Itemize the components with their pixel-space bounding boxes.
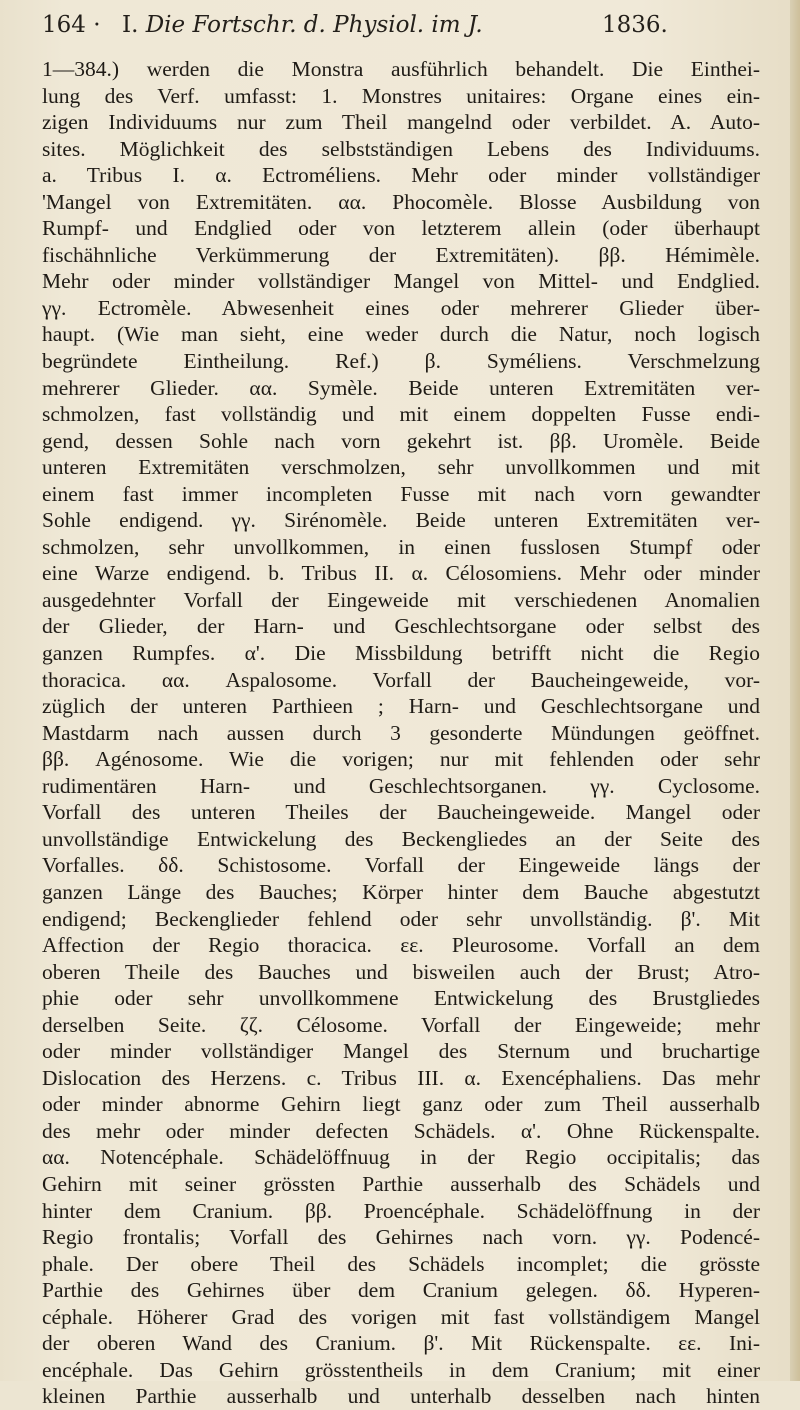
text-line: unteren Extremitäten verschmolzen, sehr unvollkommen und mit xyxy=(42,455,760,480)
page-edge xyxy=(790,0,800,1381)
text-line: züglich der unteren Parthieen ; Harn- und Geschlechtsorgane und xyxy=(42,694,760,719)
text-line: rudimentären Harn- und Geschlechtsorganen. γγ. Cyclosome. xyxy=(42,773,760,798)
text-line: αα. Notencéphale. Schädelöffnuug in der Regio occipitalis; das xyxy=(42,1145,760,1170)
page-number: 164 · xyxy=(42,12,101,38)
text-line: Gehirn mit seiner grössten Parthie ausserhalb des Schädels und xyxy=(42,1171,760,1196)
text-line: endigend; Beckenglieder fehlend oder sehr unvollständig. β'. Mit xyxy=(42,906,760,931)
text-line: derselben Seite. ζζ. Célosome. Vorfall der Eingeweide; mehr xyxy=(42,1012,760,1037)
text-line: γγ. Ectromèle. Abwesenheit eines oder mehrerer Glieder über- xyxy=(42,295,760,320)
running-year: 1836. xyxy=(602,12,668,38)
text-line: oberen Theile des Bauches und bisweilen auch der Brust; Atro- xyxy=(42,959,760,984)
text-line: Parthie des Gehirnes über dem Cranium gelegen. δδ. Hyperen- xyxy=(42,1278,760,1303)
text-line: hinter dem Cranium. ββ. Proencéphale. Schädelöffnung in der xyxy=(42,1198,760,1223)
text-line: Mastdarm nach aussen durch 3 gesonderte Mündungen geöffnet. xyxy=(42,720,760,745)
text-line: ganzen Rumpfes. α'. Die Missbildung betrifft nicht die Regio xyxy=(42,641,760,666)
text-line: Mehr oder minder vollständiger Mangel von Mittel- und Endglied. xyxy=(42,269,760,294)
text-line: des mehr oder minder defecten Schädels. α'. Ohne Rückenspalte. xyxy=(42,1118,760,1143)
text-line: ββ. Agénosome. Wie die vorigen; nur mit fehlenden oder sehr xyxy=(42,747,760,772)
text-line: Rumpf- und Endglied oder von letzterem allein (oder überhaupt xyxy=(42,216,760,241)
text-line: kleinen Parthie ausserhalb und unterhalb desselben nach hinten xyxy=(42,1384,760,1409)
text-line: Vorfalles. δδ. Schistosome. Vorfall der Eingeweide längs der xyxy=(42,853,760,878)
text-line: zigen Individuums nur zum Theil mangelnd oder verbildet. A. Auto- xyxy=(42,110,760,135)
text-line: phale. Der obere Theil des Schädels incomplet; die grösste xyxy=(42,1251,760,1276)
running-title-prefix: I. xyxy=(122,12,139,38)
running-title-text: Die Fortschr. d. Physiol. im J. xyxy=(145,12,483,38)
text-line: fischähnliche Verkümmerung der Extremitäten). ββ. Hémimèle. xyxy=(42,242,760,267)
text-line: oder minder vollständiger Mangel des Sternum und bruchartige xyxy=(42,1039,760,1064)
text-line: der oberen Wand des Cranium. β'. Mit Rückenspalte. εε. Ini- xyxy=(42,1331,760,1356)
text-line: gend, dessen Sohle nach vorn gekehrt ist. ββ. Uromèle. Beide xyxy=(42,428,760,453)
text-line: eine Warze endigend. b. Tribus II. α. Célosomiens. Mehr oder minder xyxy=(42,561,760,586)
text-line: haupt. (Wie man sieht, eine weder durch die Natur, noch logisch xyxy=(42,322,760,347)
running-header xyxy=(42,12,722,46)
text-line: mehrerer Glieder. αα. Symèle. Beide unteren Extremitäten ver- xyxy=(42,375,760,400)
text-line: einem fast immer incompleten Fusse mit nach vorn gewandter xyxy=(42,481,760,506)
text-line: oder minder abnorme Gehirn liegt ganz oder zum Theil ausserhalb xyxy=(42,1092,760,1117)
text-line: schmolzen, fast vollständig und mit einem doppelten Fusse endi- xyxy=(42,402,760,427)
text-line: begründete Eintheilung. Ref.) β. Syméliens. Verschmelzung xyxy=(42,349,760,374)
text-line: Vorfall des unteren Theiles der Baucheingeweide. Mangel oder xyxy=(42,800,760,825)
text-line: unvollständige Entwickelung des Beckengliedes an der Seite des xyxy=(42,826,760,851)
text-line: schmolzen, sehr unvollkommen, in einen fusslosen Stumpf oder xyxy=(42,534,760,559)
text-line: Affection der Regio thoracica. εε. Pleurosome. Vorfall an dem xyxy=(42,933,760,958)
text-line: phie oder sehr unvollkommene Entwickelung des Brustgliedes xyxy=(42,986,760,1011)
text-line: Sohle endigend. γγ. Sirénomèle. Beide unteren Extremitäten ver- xyxy=(42,508,760,533)
text-line: 'Mangel von Extremitäten. αα. Phocomèle. Blosse Ausbildung von xyxy=(42,189,760,214)
body-text xyxy=(42,56,760,1410)
text-line: ganzen Länge des Bauches; Körper hinter dem Bauche abgestutzt xyxy=(42,879,760,904)
text-line: der Glieder, der Harn- und Geschlechtsorgane oder selbst des xyxy=(42,614,760,639)
running-title xyxy=(122,12,483,38)
text-line: encéphale. Das Gehirn grösstentheils in dem Cranium; mit einer xyxy=(42,1357,760,1382)
text-line: 1—384.) werden die Monstra ausführlich behandelt. Die Einthei- xyxy=(42,57,760,81)
text-line: céphale. Höherer Grad des vorigen mit fast vollständigem Mangel xyxy=(42,1304,760,1329)
text-line: sites. Möglichkeit des selbstständigen Lebens des Individuums. xyxy=(42,136,760,161)
text-line: lung des Verf. umfasst: 1. Monstres unitaires: Organe eines ein- xyxy=(42,83,760,108)
text-line: ausgedehnter Vorfall der Eingeweide mit verschiedenen Anomalien xyxy=(42,587,760,612)
text-line: a. Tribus I. α. Ectroméliens. Mehr oder minder vollständiger xyxy=(42,163,760,188)
text-line: Regio frontalis; Vorfall des Gehirnes nach vorn. γγ. Podencé- xyxy=(42,1225,760,1250)
text-line: thoracica. αα. Aspalosome. Vorfall der Baucheingeweide, vor- xyxy=(42,667,760,692)
text-line: Dislocation des Herzens. c. Tribus III. α. Exencéphaliens. Das mehr xyxy=(42,1065,760,1090)
